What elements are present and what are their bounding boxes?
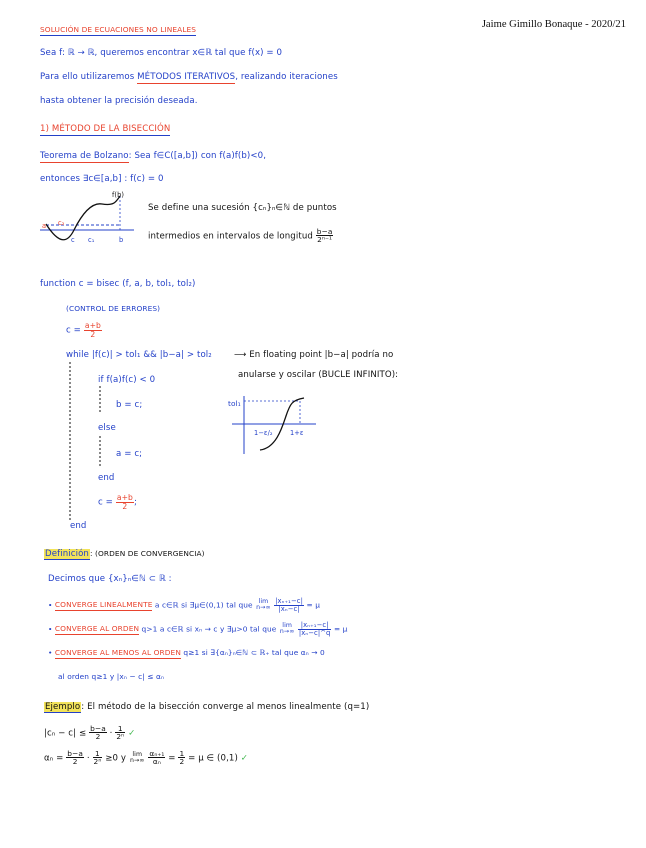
example-heading bbox=[44, 702, 369, 712]
page-title bbox=[40, 25, 196, 34]
a-assign: a = c; bbox=[116, 449, 143, 459]
if-line: if f(a)f(c) < 0 bbox=[98, 375, 156, 385]
item-1-fraction bbox=[274, 598, 304, 613]
ex2-half-num: 1 bbox=[179, 749, 185, 758]
definition-item-2 bbox=[48, 622, 347, 637]
end-outer: end bbox=[70, 521, 87, 531]
example-line-2 bbox=[44, 750, 248, 766]
definition-item-3 bbox=[48, 648, 325, 657]
definition-item-1 bbox=[48, 598, 320, 613]
check-icon: ✓ bbox=[128, 728, 136, 739]
section-heading bbox=[40, 124, 170, 134]
ex1-frac-2 bbox=[115, 725, 125, 741]
floating-point-note-1: ⟶ En floating point |b−a| podría no bbox=[234, 350, 394, 360]
bolzano-curve bbox=[46, 196, 120, 240]
ex2-frac-3 bbox=[148, 750, 165, 766]
item-3-key: CONVERGE AL MENOS AL ORDEN bbox=[54, 648, 181, 657]
item-1-text: a c∈ℝ si ∃μ∈(0,1) tal que bbox=[152, 600, 253, 610]
check-icon-2: ✓ bbox=[240, 753, 249, 764]
reassign-den: 2 bbox=[122, 501, 128, 511]
ex2-lim: lim bbox=[132, 750, 143, 758]
ex2-pre: αₙ = bbox=[44, 753, 64, 764]
item-3-text: q≥1 si ∃{αₙ}ₙ∈ℕ ⊂ ℝ₊ tal que αₙ → 0 bbox=[180, 648, 325, 657]
ex2-lim-sub: n→∞ bbox=[129, 756, 145, 764]
right-tick-label: 1+ε bbox=[290, 429, 304, 437]
c-reassign-semi: ; bbox=[133, 497, 137, 508]
ex2-half-den: 2 bbox=[179, 757, 185, 767]
ex1-mid: · bbox=[109, 728, 113, 739]
ex2-frac-1 bbox=[66, 750, 84, 766]
intro-line-3: hasta obtener la precisión deseada. bbox=[40, 96, 198, 106]
page-title-text: SOLUCIÓN DE ECUACIONES NO LINEALES bbox=[40, 25, 197, 34]
item-2-lim: lim bbox=[282, 622, 293, 630]
definition-title: : (ORDEN DE CONVERGENCIA) bbox=[89, 549, 205, 558]
function-signature: function c = bisec (f, a, b, tol₁, tol₂) bbox=[40, 279, 196, 289]
sequence-text-1: Se define una sucesión {cₙ}ₙ∈ℕ de puntos bbox=[148, 203, 337, 213]
theorem-conclusion: entonces ∃c∈[a,b] : f(c) = 0 bbox=[40, 174, 164, 184]
label-a: a bbox=[42, 222, 47, 230]
item-1-eq: = μ bbox=[306, 600, 321, 610]
ex2-dot: · bbox=[86, 753, 90, 764]
reassign-fraction bbox=[116, 494, 134, 510]
ex2-den: 2 bbox=[72, 757, 78, 767]
ex1-pre: |cₙ − c| ≤ bbox=[44, 728, 87, 739]
bullet-1: • bbox=[48, 600, 53, 610]
left-tick-label: 1−ε/₂ bbox=[254, 429, 273, 437]
interval-length-num: b−a bbox=[316, 227, 333, 236]
bullet-3: • bbox=[48, 648, 53, 657]
item-2-text: q>1 a c∈ℝ si xₙ → c y ∃μ>0 tal que bbox=[139, 624, 277, 634]
label-c1: c₁ bbox=[88, 236, 95, 244]
bullet-2: • bbox=[48, 624, 53, 634]
theorem-text: : Sea f∈C([a,b]) con f(a)f(b)<0, bbox=[128, 151, 267, 161]
definition-item-3-cont: al orden q≥1 y |xₙ − c| ≤ αₙ bbox=[58, 672, 165, 681]
definition-intro: Decimos que {xₙ}ₙ∈ℕ ⊂ ℝ : bbox=[48, 574, 172, 584]
ex1-den: 2 bbox=[95, 732, 101, 742]
ex2-frac-half bbox=[178, 750, 185, 766]
ex2-num2: 1 bbox=[93, 750, 103, 758]
section-heading-text: 1) MÉTODO DE LA BISECCIÓN bbox=[40, 124, 171, 134]
end-inner: end bbox=[98, 473, 115, 483]
label-c: c bbox=[71, 236, 75, 244]
label-b: b bbox=[119, 236, 124, 244]
intro-line-2-pre: Para ello utilizaremos bbox=[40, 72, 138, 82]
definition-heading bbox=[44, 549, 205, 559]
item-2-eq: = μ bbox=[333, 624, 348, 634]
interval-length-den: 2ⁿ⁻¹ bbox=[317, 235, 333, 245]
ex2-mid: ≥0 y bbox=[105, 753, 127, 764]
item-1-den: |xₙ−c| bbox=[278, 604, 300, 613]
definition-label: Definición bbox=[45, 549, 89, 559]
item-2-num: |xₙ₊₁−c| bbox=[298, 622, 332, 630]
ex1-num2: 1 bbox=[115, 725, 125, 733]
midpoint-den: 2 bbox=[90, 329, 96, 339]
example-text: : El método de la bisección converge al menos linealmente (q=1) bbox=[81, 702, 370, 712]
item-1-num: |xₙ₊₁−c| bbox=[275, 597, 304, 605]
c-assign-line bbox=[66, 322, 102, 338]
item-1-key: CONVERGE LINEALMENTE bbox=[54, 600, 153, 610]
item-1-limit bbox=[255, 599, 272, 611]
item-2-lim-sub: n→∞ bbox=[279, 628, 295, 636]
label-fb: f(b) bbox=[112, 191, 125, 199]
item-1-lim: lim bbox=[258, 598, 269, 606]
ex2-frac-2 bbox=[93, 750, 103, 766]
interval-length-fraction bbox=[316, 228, 334, 244]
midpoint-num: a+b bbox=[84, 321, 101, 330]
ex2-den2: 2ⁿ bbox=[93, 757, 102, 767]
intro-line-2-post: , realizando iteraciones bbox=[235, 72, 338, 82]
midpoint-fraction bbox=[84, 322, 102, 338]
c-reassign-label: c = bbox=[98, 497, 113, 508]
ex2-num3: αₙ₊₁ bbox=[149, 749, 165, 758]
iterative-methods-key: MÉTODOS ITERATIVOS bbox=[137, 72, 236, 82]
ex2-num: b−a bbox=[67, 749, 83, 758]
item-2-fraction bbox=[298, 622, 332, 637]
ex1-den2: 2ⁿ bbox=[116, 732, 125, 742]
c-assign-label: c = bbox=[66, 325, 81, 336]
ex1-frac-1 bbox=[89, 725, 107, 741]
b-assign: b = c; bbox=[116, 400, 143, 410]
c-reassign-line bbox=[98, 494, 137, 510]
author-header: Jaime Gimillo Bonaque - 2020/21 bbox=[481, 19, 626, 30]
oscillation-graph bbox=[232, 392, 318, 456]
ex2-final: = μ ∈ (0,1) bbox=[188, 753, 238, 764]
ex2-eq: = bbox=[168, 753, 176, 764]
sequence-text-2-words: intermedios en intervalos de longitud bbox=[148, 231, 313, 242]
sequence-text-2 bbox=[148, 228, 333, 244]
theorem-label: Teorema de Bolzano bbox=[40, 151, 129, 161]
intro-line-1: Sea f: ℝ → ℝ, queremos encontrar x∈ℝ tal que f(x) = 0 bbox=[40, 48, 283, 58]
item-2-limit bbox=[279, 623, 296, 635]
item-2-den: |xₙ−c|^q bbox=[298, 628, 331, 637]
ex2-limit bbox=[129, 752, 146, 764]
item-1-lim-sub: n→∞ bbox=[256, 604, 271, 612]
label-c2: c₂ bbox=[58, 219, 65, 227]
tol-label: tol₁ bbox=[228, 399, 241, 408]
reassign-num: a+b bbox=[116, 493, 133, 502]
example-line-1 bbox=[44, 725, 135, 741]
floating-point-note-2: anularse y oscilar (BUCLE INFINITO): bbox=[238, 370, 399, 380]
example-label: Ejemplo bbox=[45, 702, 81, 712]
else-keyword: else bbox=[98, 423, 116, 433]
while-line: while |f(c)| > tol₁ && |b−a| > tol₂ bbox=[66, 350, 212, 360]
ex2-den3: αₙ bbox=[152, 757, 161, 767]
ex1-num: b−a bbox=[90, 724, 106, 733]
item-2-key: CONVERGE AL ORDEN bbox=[54, 624, 140, 634]
theorem-line bbox=[40, 151, 266, 161]
error-control-comment: (CONTROL DE ERRORES) bbox=[66, 304, 161, 313]
intro-line-2 bbox=[40, 72, 338, 82]
